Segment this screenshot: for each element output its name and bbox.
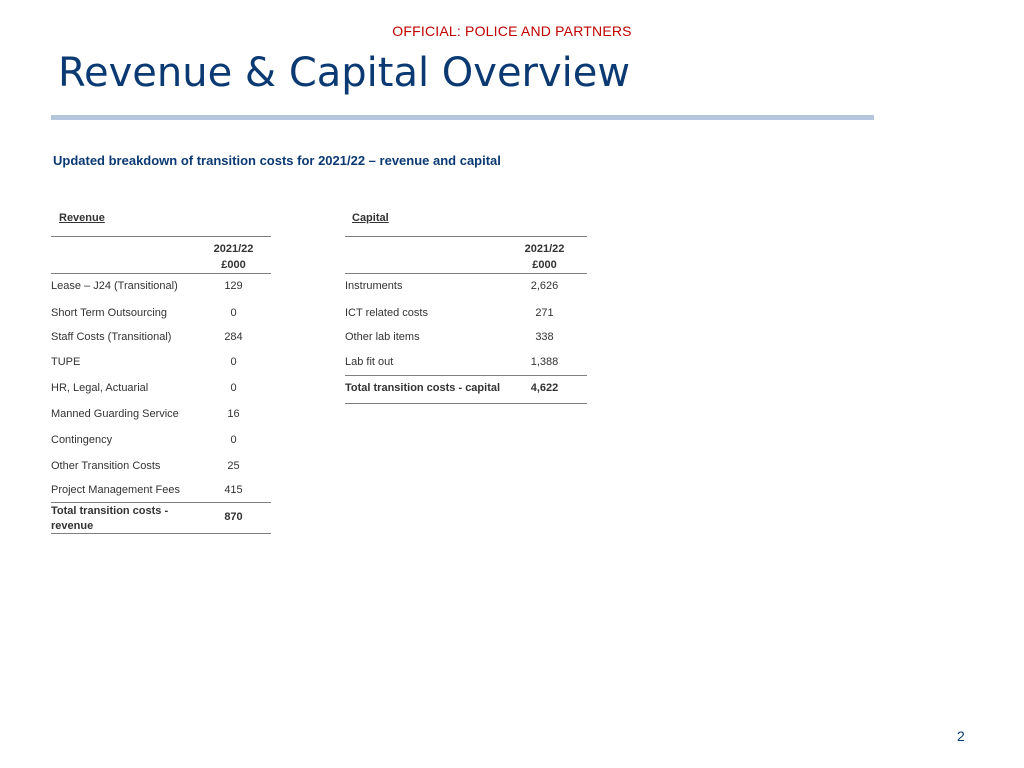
revenue-total-row	[51, 502, 271, 534]
revenue-row-value: 284	[224, 331, 243, 343]
capital-header-row	[345, 236, 587, 274]
revenue-total-label-line2: revenue	[51, 520, 94, 532]
revenue-row	[51, 434, 271, 450]
revenue-col-unit: £000	[221, 259, 246, 271]
revenue-row	[51, 331, 271, 347]
revenue-row	[51, 307, 271, 323]
revenue-row-label: Manned Guarding Service	[51, 408, 179, 420]
revenue-row-label: HR, Legal, Actuarial	[51, 382, 149, 394]
capital-row	[345, 280, 587, 296]
revenue-column-header	[196, 241, 271, 273]
page-title: Revenue & Capital Overview	[58, 50, 631, 96]
revenue-row-label: Contingency	[51, 434, 113, 446]
revenue-row-value: 415	[224, 484, 243, 496]
capital-row-value: 2,626	[530, 280, 559, 292]
capital-col-unit: £000	[532, 259, 557, 271]
capital-row-label: Lab fit out	[345, 356, 394, 368]
classification-banner: OFFICIAL: POLICE AND PARTNERS	[392, 23, 632, 39]
capital-row-value: 271	[535, 307, 554, 319]
revenue-row-value: 25	[227, 460, 240, 472]
revenue-row	[51, 280, 271, 296]
revenue-heading: Revenue	[59, 212, 105, 224]
capital-heading: Capital	[352, 212, 389, 224]
capital-total-label: Total transition costs - capital	[345, 382, 501, 394]
title-divider	[51, 115, 874, 120]
capital-row-value: 338	[535, 331, 554, 343]
capital-row	[345, 307, 587, 323]
revenue-row-label: Project Management Fees	[51, 484, 181, 496]
capital-row-label: Other lab items	[345, 331, 420, 343]
revenue-row-label: Staff Costs (Transitional)	[51, 331, 172, 343]
revenue-row-value: 0	[230, 382, 237, 394]
capital-total-row	[345, 375, 587, 404]
revenue-row-label: Short Term Outsourcing	[51, 307, 167, 319]
revenue-row-label: Other Transition Costs	[51, 460, 161, 472]
revenue-row-value: 0	[230, 307, 237, 319]
revenue-header-row	[51, 236, 271, 274]
revenue-row-label: TUPE	[51, 356, 81, 368]
page-number: 2	[957, 728, 965, 744]
revenue-total-label-line1: Total transition costs -	[51, 505, 169, 517]
capital-row-label: ICT related costs	[345, 307, 428, 319]
capital-row-label: Instruments	[345, 280, 403, 292]
revenue-row-value: 129	[224, 280, 243, 292]
capital-row	[345, 356, 587, 372]
revenue-row-value: 0	[230, 434, 237, 446]
revenue-col-year: 2021/22	[213, 243, 254, 255]
page-subtitle: Updated breakdown of transition costs for 2021/22 – revenue and capital	[53, 153, 501, 168]
revenue-row	[51, 356, 271, 372]
capital-row	[345, 331, 587, 347]
revenue-row	[51, 382, 271, 398]
capital-column-header	[507, 241, 582, 273]
revenue-row	[51, 460, 271, 476]
revenue-row-value: 16	[227, 408, 240, 420]
revenue-total-label	[51, 504, 168, 534]
revenue-row	[51, 484, 271, 500]
capital-col-year: 2021/22	[524, 243, 565, 255]
revenue-total-value: 870	[224, 511, 243, 523]
revenue-row	[51, 408, 271, 424]
capital-row-value: 1,388	[530, 356, 559, 368]
revenue-row-label: Lease – J24 (Transitional)	[51, 280, 178, 292]
revenue-row-value: 0	[230, 356, 237, 368]
capital-total-value: 4,622	[530, 382, 559, 394]
